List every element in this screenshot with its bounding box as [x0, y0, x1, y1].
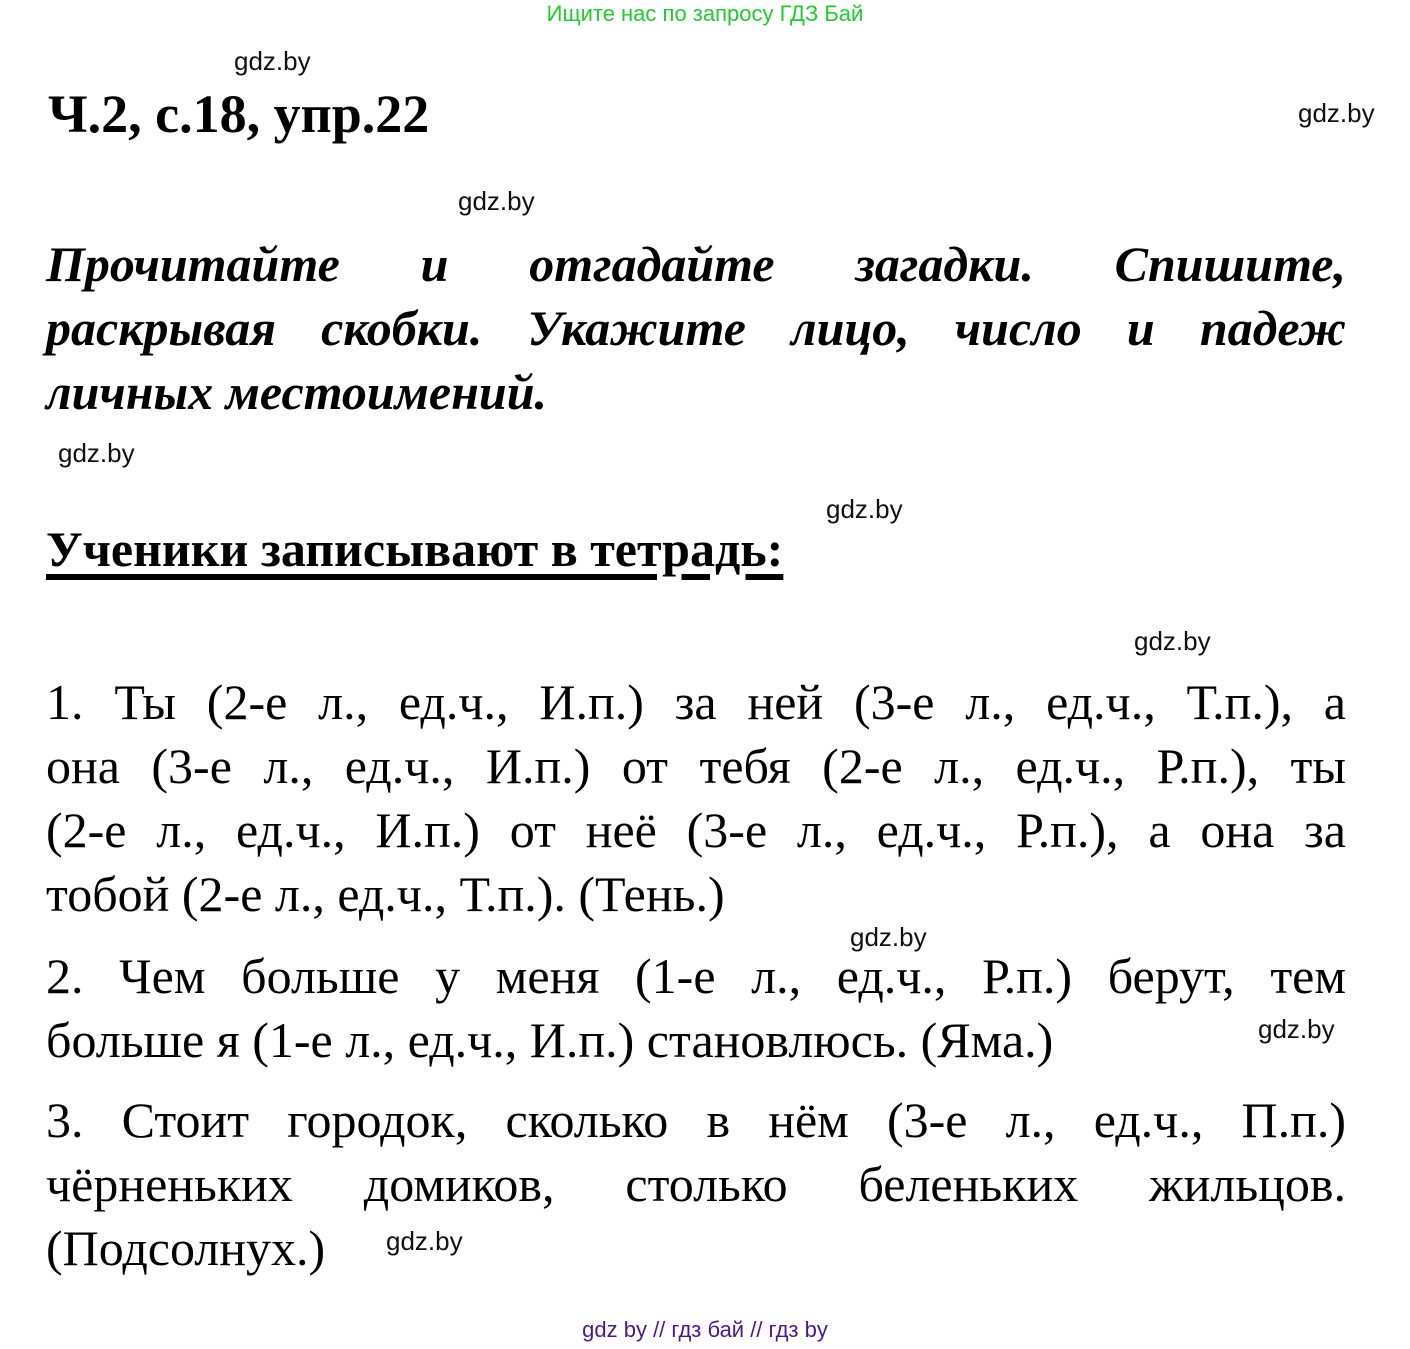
page-title: Ч.2, с.18, упр.22	[48, 84, 430, 144]
watermark: gdz.by	[1258, 1014, 1335, 1044]
answer-line: больше я (1-е л., ед.ч., И.п.) становлюсь. (Яма.)	[46, 1012, 1054, 1068]
answer-2	[46, 944, 1346, 1072]
footer-links: gdz by // гдз бай // гдз by	[582, 1317, 828, 1342]
answer-line: тобой (2-е л., ед.ч., Т.п.). (Тень.)	[46, 866, 725, 922]
watermark: gdz.by	[58, 438, 135, 468]
watermark: gdz.by	[386, 1226, 463, 1256]
section-heading: Ученики записывают в тетрадь:	[46, 521, 784, 577]
answer-line: она (3-е л., ед.ч., И.п.) от тебя (2-е л., ед.ч., Р.п.), ты	[46, 738, 1346, 794]
answer-line: 2. Чем больше у меня (1-е л., ед.ч., Р.п.) берут, тем	[46, 948, 1346, 1004]
answer-1	[46, 670, 1346, 926]
watermark: gdz.by	[826, 494, 903, 524]
answer-line: (Подсолнух.)	[46, 1220, 326, 1276]
search-banner: Ищите нас по запросу ГДЗ Бай	[546, 1, 864, 26]
task-line: раскрывая скобки. Укажите лицо, число и падеж	[46, 300, 1346, 356]
answer-line: (2-е л., ед.ч., И.п.) от неё (3-е л., ед.ч., Р.п.), а она за	[46, 802, 1346, 858]
watermark: gdz.by	[1134, 626, 1211, 656]
answer-line: 1. Ты (2-е л., ед.ч., И.п.) за ней (3-е л., ед.ч., Т.п.), а	[46, 674, 1346, 730]
task-line: Прочитайте и отгадайте загадки. Спишите,	[46, 236, 1346, 292]
watermark: gdz.by	[1298, 98, 1375, 128]
task-instructions	[46, 232, 1346, 424]
answer-line: чёрненьких домиков, столько беленьких жильцов.	[46, 1156, 1346, 1212]
answer-line: 3. Стоит городок, сколько в нём (3-е л., ед.ч., П.п.)	[46, 1092, 1346, 1148]
watermark: gdz.by	[234, 46, 311, 76]
answer-3	[46, 1088, 1346, 1280]
task-line: личных местоимений.	[46, 364, 548, 420]
watermark: gdz.by	[850, 922, 927, 952]
watermark: gdz.by	[458, 186, 535, 216]
